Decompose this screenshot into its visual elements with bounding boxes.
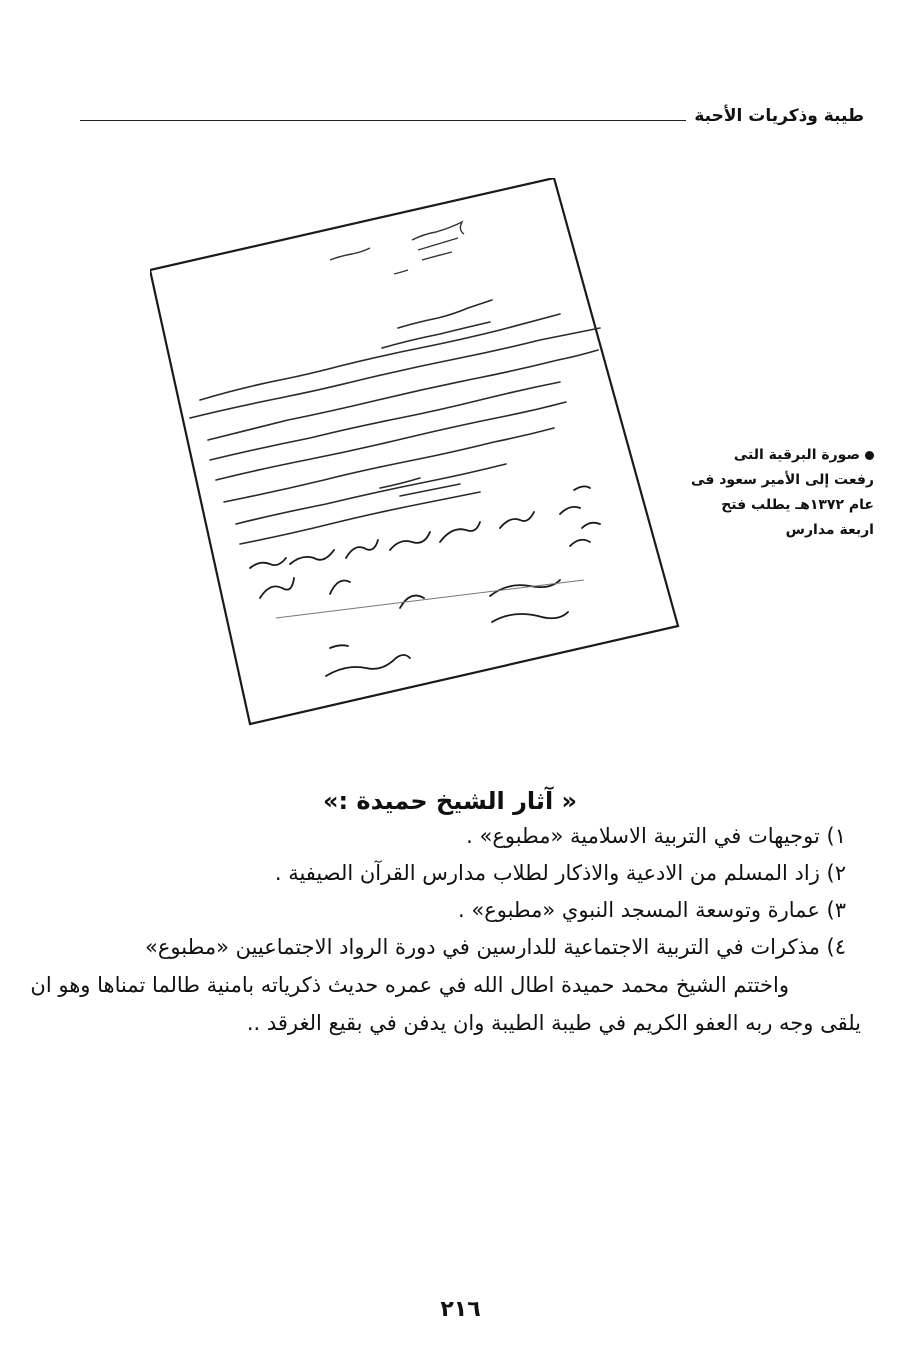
list-item: ١) توجيهات في التربية الاسلامية «مطبوع» . [466,824,846,848]
running-header [80,104,864,130]
closing-paragraph [30,966,861,1042]
paragraph-line: واختتم الشيخ محمد حميدة اطال الله في عمره حديث ذكرياته بامنية طالما تمناها وهو ان [30,973,789,997]
caption-line: اربعة مدارس [785,522,874,538]
caption-line: رفعت إلى الأمير سعود فى [691,472,874,488]
header-rule [80,120,708,121]
telegram-document-photo [150,178,680,738]
bullet-icon [865,451,874,460]
section-heading: « آثار الشيخ حميدة :» [322,787,578,815]
list-item: ٣) عمارة وتوسعة المسجد النبوي «مطبوع» . [458,898,846,922]
photo-caption [662,443,874,543]
paragraph-line: يلقى وجه ربه العفو الكريم في طيبة الطيبة وان يدفن في بقيع الغرقد .. [246,1011,861,1035]
running-header-title: طيبة وذكريات الأحبة [686,104,864,128]
list-item: ٤) مذكرات في التربية الاجتماعية للدارسين في دورة الرواد الاجتماعيين «مطبوع» [145,935,846,959]
works-list [86,818,846,966]
caption-line: صورة البرقية التى [662,443,874,468]
caption-line: عام ١٣٧٢هـ يطلب فتح [721,497,874,513]
list-item: ٢) زاد المسلم من الادعية والاذكار لطلاب مدارس القرآن الصيفية . [274,861,846,885]
page-number: ٢١٦ [440,1297,481,1322]
